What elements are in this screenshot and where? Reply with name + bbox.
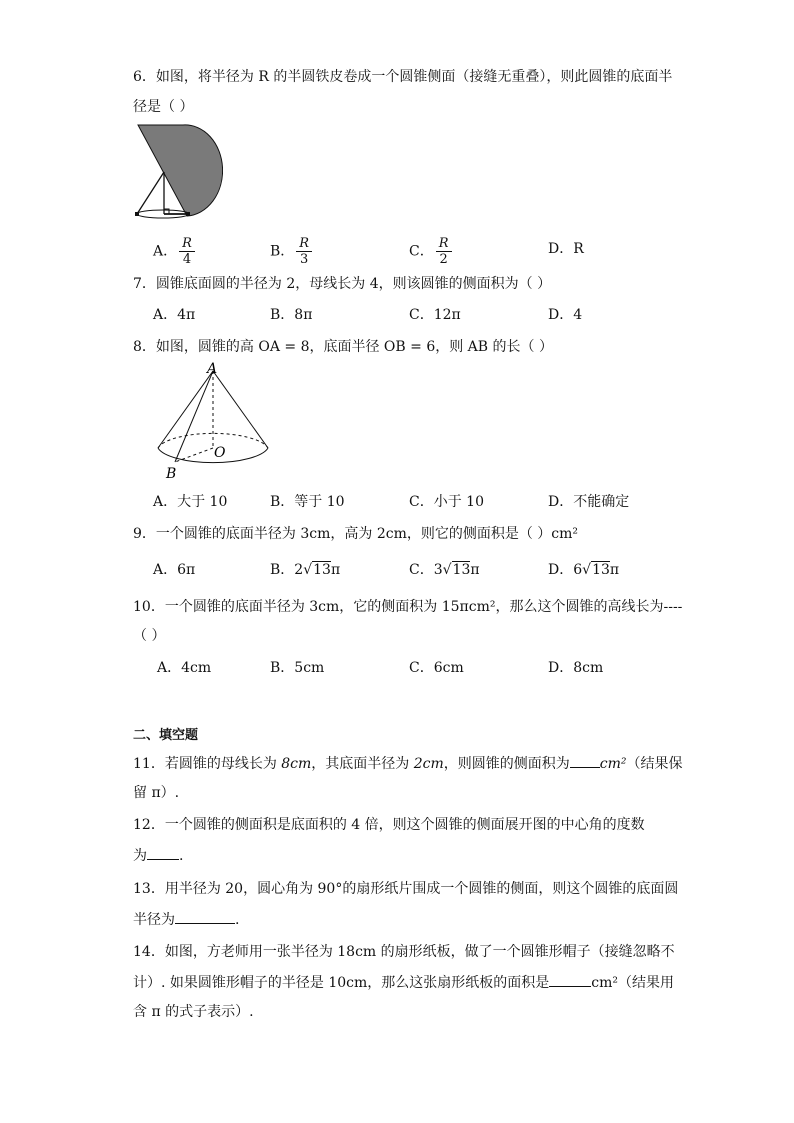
q8-segment-ob <box>175 448 213 462</box>
q13-answer-blank[interactable] <box>175 909 235 924</box>
q14-stem-line2 <box>133 972 674 993</box>
q14-text-2: cm²（结果用 <box>591 975 675 991</box>
q11-text-1: 11．若圆锥的母线长为 <box>133 756 282 772</box>
q6-stem-line1: 6．如图，将半径为 R 的半圆铁皮卷成一个圆锥侧面（接缝无重叠），则此圆锥的底面半 <box>133 69 673 85</box>
q9-option-c-pi: π <box>470 562 480 578</box>
q11-stem-line2: 留 π）. <box>133 785 180 801</box>
q10-options <box>157 657 717 679</box>
sqrt-icon: √ <box>582 562 592 578</box>
q12-stem-line1: 12．一个圆锥的侧面积是底面积的 4 倍，则这个圆锥的侧面展开图的中心角的度数 <box>133 817 645 833</box>
q7-option-c[interactable]: C．12π <box>409 307 461 323</box>
q8-option-b[interactable]: B．等于 10 <box>270 494 345 510</box>
q6-options <box>153 234 713 267</box>
q11-unit: cm² <box>599 756 627 772</box>
q7-stem: 7．圆锥底面圆的半径为 2，母线长为 4，则该圆锥的侧面积为（ ） <box>133 276 552 292</box>
q9-option-d-radicand: 13 <box>592 562 610 578</box>
q13-text-2: . <box>235 912 240 928</box>
q12-text-1: 为 <box>133 848 147 864</box>
q6-option-c-numerator: R <box>436 236 452 252</box>
q7-options <box>153 304 713 326</box>
q6-option-a-denominator: 4 <box>182 252 192 267</box>
q9-option-d[interactable] <box>548 559 619 581</box>
q7-option-d[interactable]: D．4 <box>548 307 583 323</box>
q8-label-o: O <box>214 445 226 461</box>
q9-option-b-radicand: 13 <box>313 562 331 578</box>
q7-option-a[interactable]: A．4π <box>153 307 196 323</box>
q11-base-radius: 2cm <box>413 756 444 772</box>
q6-option-b-denominator: 3 <box>300 252 309 267</box>
q13-stem-line1: 13．用半径为 20，圆心角为 90°的扇形纸片围成一个圆锥的侧面，则这个圆锥的底面圆 <box>133 881 679 897</box>
q11-text-2: ，其底面半径为 <box>311 756 414 772</box>
q9-option-a[interactable]: A．6π <box>153 562 196 578</box>
q9-option-b[interactable] <box>270 559 340 581</box>
q14-answer-blank[interactable] <box>549 972 591 987</box>
q8-option-c[interactable]: C．小于 10 <box>409 494 484 510</box>
q6-option-c[interactable] <box>409 236 452 267</box>
q11-answer-blank[interactable] <box>570 753 600 768</box>
q14-stem-line3: 含 π 的式子表示）. <box>133 1004 254 1020</box>
q9-option-d-coef: D．6 <box>548 562 583 578</box>
q9-option-c-coef: C．3 <box>409 562 443 578</box>
sqrt-icon: √ <box>442 562 452 578</box>
q10-stem-line2: （ ） <box>133 628 166 644</box>
q6-option-b-numerator: R <box>296 236 312 252</box>
section-title-fill-in: 二、填空题 <box>133 728 199 743</box>
q12-stem-line2 <box>133 845 183 866</box>
q8-option-d[interactable]: D．不能确定 <box>548 494 630 510</box>
q10-option-d[interactable]: D．8cm <box>548 660 604 676</box>
q12-answer-blank[interactable] <box>147 845 179 860</box>
q13-text-1: 半径为 <box>133 912 175 928</box>
q12-text-2: . <box>179 848 184 864</box>
q14-text-1: 计）. 如果圆锥形帽子的半径是 10cm，那么这张扇形纸板的面积是 <box>133 975 550 991</box>
q11-text-3: ，则圆锥的侧面积为 <box>443 756 570 772</box>
q11-text-4: （结果保 <box>626 756 683 772</box>
q8-stem: 8．如图，圆锥的高 OA = 8，底面半径 OB = 6，则 AB 的长（ ） <box>133 339 553 355</box>
q8-base-front-arc <box>158 448 268 463</box>
q8-label-b: B <box>166 466 177 482</box>
q11-slant-length: 8cm <box>281 756 312 772</box>
q9-option-c-radicand: 13 <box>452 562 471 578</box>
q8-options <box>153 491 713 513</box>
q6-option-b[interactable] <box>270 236 312 267</box>
q8-slant-right <box>213 371 268 448</box>
sqrt-icon: √ <box>303 562 313 578</box>
q6-option-a[interactable] <box>153 236 195 267</box>
q11-stem-line1 <box>133 753 683 774</box>
q10-stem-line1: 10．一个圆锥的底面半径为 3cm，它的侧面积为 15πcm²，那么这个圆锥的高线长为---- <box>133 599 683 615</box>
q9-stem: 9．一个圆锥的底面半径为 3cm，高为 2cm，则它的侧面积是（ ）cm² <box>133 526 579 542</box>
q6-option-c-denominator: 2 <box>439 252 448 267</box>
q6-stem-line2: 径是（ ） <box>133 99 194 115</box>
q6-option-b-label: B． <box>270 243 295 260</box>
q8-figure <box>150 362 275 484</box>
q9-options <box>153 559 713 581</box>
q6-option-c-label: C． <box>409 243 434 260</box>
q6-shaded-sector <box>138 125 223 216</box>
q9-option-b-coef: B．2 <box>270 562 304 578</box>
q13-stem-line2 <box>133 909 239 930</box>
q6-option-d[interactable]: D．R <box>548 241 584 257</box>
q8-label-a: A <box>207 362 218 377</box>
q8-option-a[interactable]: A．大于 10 <box>153 494 228 510</box>
q6-cone-slant-left <box>137 172 164 214</box>
q6-figure <box>128 120 223 225</box>
q6-option-a-label: A． <box>153 243 178 260</box>
q10-option-c[interactable]: C．6cm <box>409 660 464 676</box>
q10-option-a[interactable]: A．4cm <box>157 660 212 676</box>
q9-option-c[interactable] <box>409 559 480 581</box>
q6-option-a-numerator: R <box>179 236 195 252</box>
q9-option-b-pi: π <box>330 562 341 578</box>
q10-option-b[interactable]: B．5cm <box>270 660 325 676</box>
q9-option-d-pi: π <box>609 562 620 578</box>
q14-stem-line1: 14．如图，方老师用一张半径为 18cm 的扇形纸板，做了一个圆锥形帽子（接缝忽略不 <box>133 944 675 960</box>
q7-option-b[interactable]: B．8π <box>270 307 313 323</box>
